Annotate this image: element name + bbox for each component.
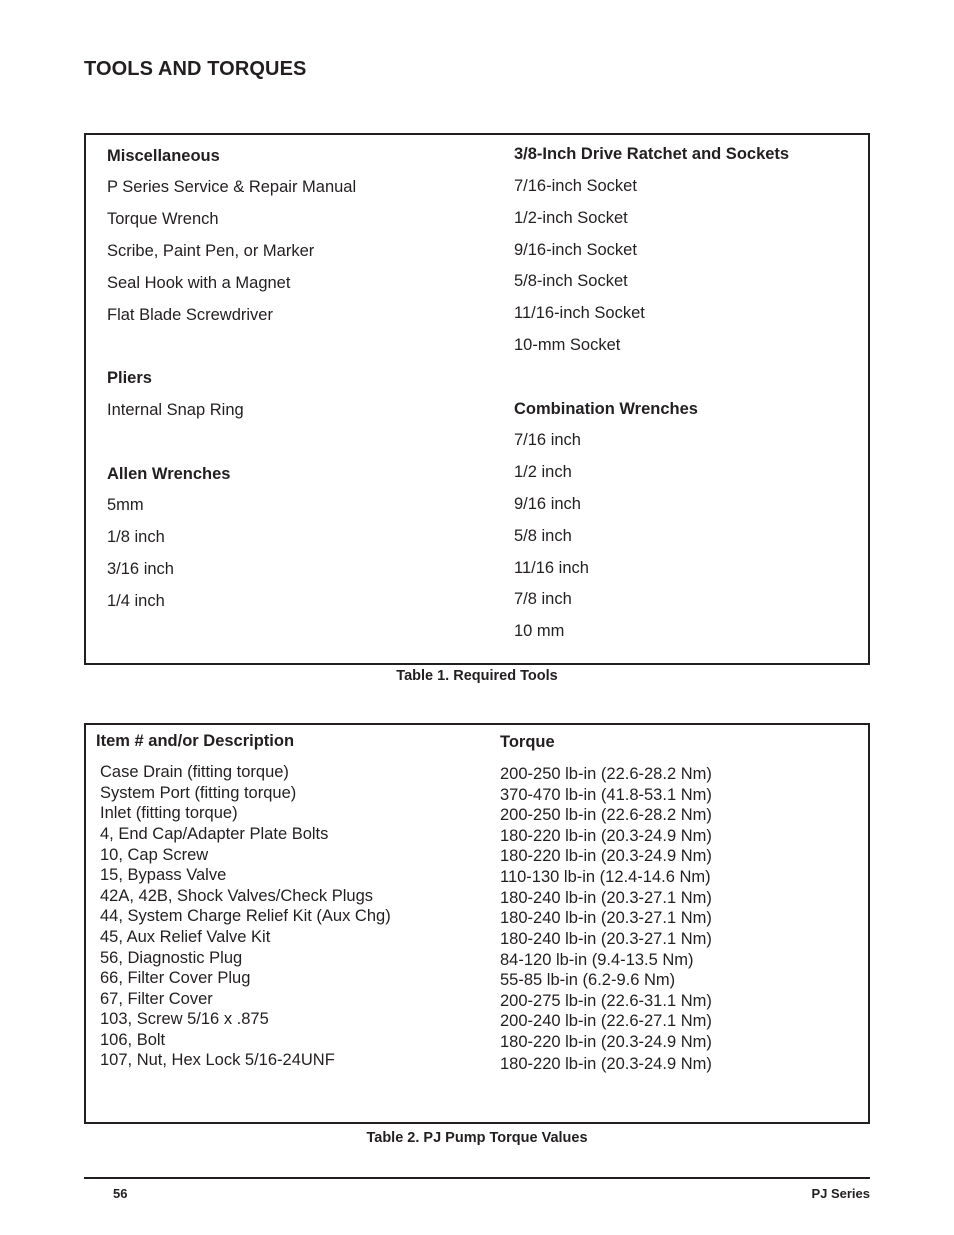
tool-item: 7/16-inch Socket	[514, 177, 637, 195]
tool-item: Internal Snap Ring	[107, 401, 244, 419]
footer-series-label: PJ Series	[811, 1186, 870, 1201]
table-cell-torque: 110-130 lb-in (12.4-14.6 Nm)	[500, 868, 711, 886]
section-heading-ratchet-sockets: 3/8-Inch Drive Ratchet and Sockets	[514, 145, 790, 163]
table-cell-item: 106, Bolt	[100, 1031, 166, 1049]
table-cell-item: 67, Filter Cover	[100, 990, 213, 1008]
table-cell-torque: 200-250 lb-in (22.6-28.2 Nm)	[500, 806, 712, 824]
table-cell-torque: 370-470 lb-in (41.8-53.1 Nm)	[500, 786, 712, 804]
table-cell-item: 15, Bypass Valve	[100, 866, 227, 884]
table-cell-torque: 200-275 lb-in (22.6-31.1 Nm)	[500, 992, 712, 1010]
table-caption: Table 2. PJ Pump Torque Values	[366, 1130, 588, 1146]
tool-item: 10 mm	[514, 622, 565, 640]
torque-values-table	[84, 723, 870, 1124]
table-cell-torque: 180-240 lb-in (20.3-27.1 Nm)	[500, 909, 712, 927]
section-heading-miscellaneous: Miscellaneous	[107, 147, 220, 165]
footer-divider	[84, 1177, 870, 1179]
table-cell-torque: 55-85 lb-in (6.2-9.6 Nm)	[500, 971, 676, 989]
table-cell-torque: 180-240 lb-in (20.3-27.1 Nm)	[500, 930, 712, 948]
tool-item: 10-mm Socket	[514, 336, 621, 354]
page-number: 56	[113, 1186, 128, 1201]
tool-item: 11/16 inch	[514, 559, 589, 577]
table-cell-torque: 180-220 lb-in (20.3-24.9 Nm)	[500, 1055, 712, 1073]
column-header-torque: Torque	[500, 733, 555, 751]
tool-item: Flat Blade Screwdriver	[107, 306, 273, 324]
table-cell-item: 56, Diagnostic Plug	[100, 949, 243, 967]
tool-item: Seal Hook with a Magnet	[107, 274, 291, 292]
table-cell-item: 44, System Charge Relief Kit (Aux Chg)	[100, 907, 391, 925]
table-cell-item: 4, End Cap/Adapter Plate Bolts	[100, 825, 329, 843]
table-cell-item: Inlet (fitting torque)	[100, 804, 238, 822]
tool-item: 11/16-inch Socket	[514, 304, 645, 322]
section-heading-combination-wrenches: Combination Wrenches	[514, 400, 698, 418]
tool-item: 9/16 inch	[514, 495, 581, 513]
tool-item: P Series Service & Repair Manual	[107, 178, 357, 196]
table-cell-torque: 180-240 lb-in (20.3-27.1 Nm)	[500, 889, 712, 907]
tool-item: 1/2 inch	[514, 463, 572, 481]
page-title: TOOLS AND TORQUES	[84, 58, 307, 80]
table-cell-torque: 180-220 lb-in (20.3-24.9 Nm)	[500, 1033, 712, 1051]
table-cell-torque: 200-240 lb-in (22.6-27.1 Nm)	[500, 1012, 712, 1030]
table-cell-item: System Port (fitting torque)	[100, 784, 297, 802]
section-heading-pliers: Pliers	[107, 369, 152, 387]
table-cell-item: Case Drain (fitting torque)	[100, 763, 289, 781]
table-cell-torque: 180-220 lb-in (20.3-24.9 Nm)	[500, 847, 712, 865]
table-cell-torque: 200-250 lb-in (22.6-28.2 Nm)	[500, 765, 712, 783]
table-cell-item: 66, Filter Cover Plug	[100, 969, 251, 987]
section-heading-allen-wrenches: Allen Wrenches	[107, 465, 231, 483]
table-cell-item: 107, Nut, Hex Lock 5/16-24UNF	[100, 1051, 335, 1069]
tool-item: 5/8 inch	[514, 527, 572, 545]
table-cell-item: 42A, 42B, Shock Valves/Check Plugs	[100, 887, 374, 905]
tool-item: Scribe, Paint Pen, or Marker	[107, 242, 315, 260]
table-cell-torque: 84-120 lb-in (9.4-13.5 Nm)	[500, 951, 694, 969]
tool-item: 5mm	[107, 496, 144, 514]
tool-item: 3/16 inch	[107, 560, 174, 578]
tool-item: 1/8 inch	[107, 528, 165, 546]
table-cell-item: 103, Screw 5/16 x .875	[100, 1010, 269, 1028]
table-cell-item: 10, Cap Screw	[100, 846, 209, 864]
table-cell-item: 45, Aux Relief Valve Kit	[100, 928, 271, 946]
tool-item: 1/4 inch	[107, 592, 165, 610]
tool-item: 7/8 inch	[514, 590, 572, 608]
tool-item: 5/8-inch Socket	[514, 272, 628, 290]
tool-item: Torque Wrench	[107, 210, 219, 228]
required-tools-table	[84, 133, 870, 665]
table-caption: Table 1. Required Tools	[396, 668, 558, 684]
tool-item: 9/16-inch Socket	[514, 241, 637, 259]
column-header-item: Item # and/or Description	[96, 732, 295, 750]
tool-item: 7/16 inch	[514, 431, 581, 449]
tool-item: 1/2-inch Socket	[514, 209, 628, 227]
table-cell-torque: 180-220 lb-in (20.3-24.9 Nm)	[500, 827, 712, 845]
